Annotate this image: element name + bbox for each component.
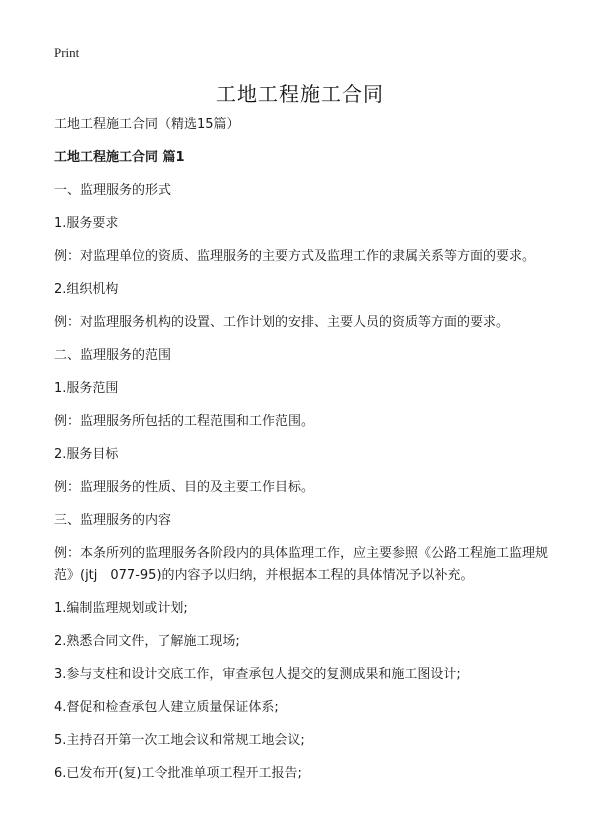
document-body	[54, 114, 554, 796]
paragraph: 1.服务范围	[54, 381, 119, 396]
section-heading: 工地工程施工合同 篇1	[54, 150, 185, 165]
paragraph: 一、监理服务的形式	[54, 183, 172, 198]
paragraph: 1.服务要求	[54, 216, 119, 231]
paragraph: 6.已发布开(复)工令批准单项工程开工报告;	[54, 766, 302, 781]
paragraph: 例：对监理单位的资质、监理服务的主要方式及监理工作的隶属关系等方面的要求。	[54, 249, 536, 264]
document-subtitle: 工地工程施工合同（精选15篇）	[54, 117, 240, 132]
document-title: 工地工程施工合同	[216, 82, 384, 106]
paragraph: 例：监理服务的性质、目的及主要工作目标。	[54, 480, 315, 495]
paragraph: 例：对监理服务机构的设置、工作计划的安排、主要人员的资质等方面的要求。	[54, 315, 510, 330]
paragraph: 2.组织机构	[54, 282, 119, 297]
paragraph: 二、监理服务的范围	[54, 348, 172, 363]
paragraph: 三、监理服务的内容	[54, 513, 172, 528]
paragraph: 3.参与支柱和设计交底工作，审查承包人提交的复测成果和施工图设计;	[54, 667, 461, 682]
print-label: Print	[54, 45, 80, 60]
paragraph: 例：监理服务所包括的工程范围和工作范围。	[54, 414, 315, 429]
paragraph: 5.主持召开第一次工地会议和常规工地会议;	[54, 733, 305, 748]
paragraph: 1.编制监理规划或计划;	[54, 601, 188, 616]
paragraph: 2.熟悉合同文件，了解施工现场;	[54, 634, 240, 649]
paragraph: 例：本条所列的监理服务各阶段内的具体监理工作，应主要参照《公路工程施工监理规范》(jtj 077-95)的内容予以归纳，并根据本工程的具体情况予以补充。	[54, 546, 549, 583]
paragraph: 2.服务目标	[54, 447, 119, 462]
paragraph: 4.督促和检查承包人建立质量保证体系;	[54, 700, 279, 715]
